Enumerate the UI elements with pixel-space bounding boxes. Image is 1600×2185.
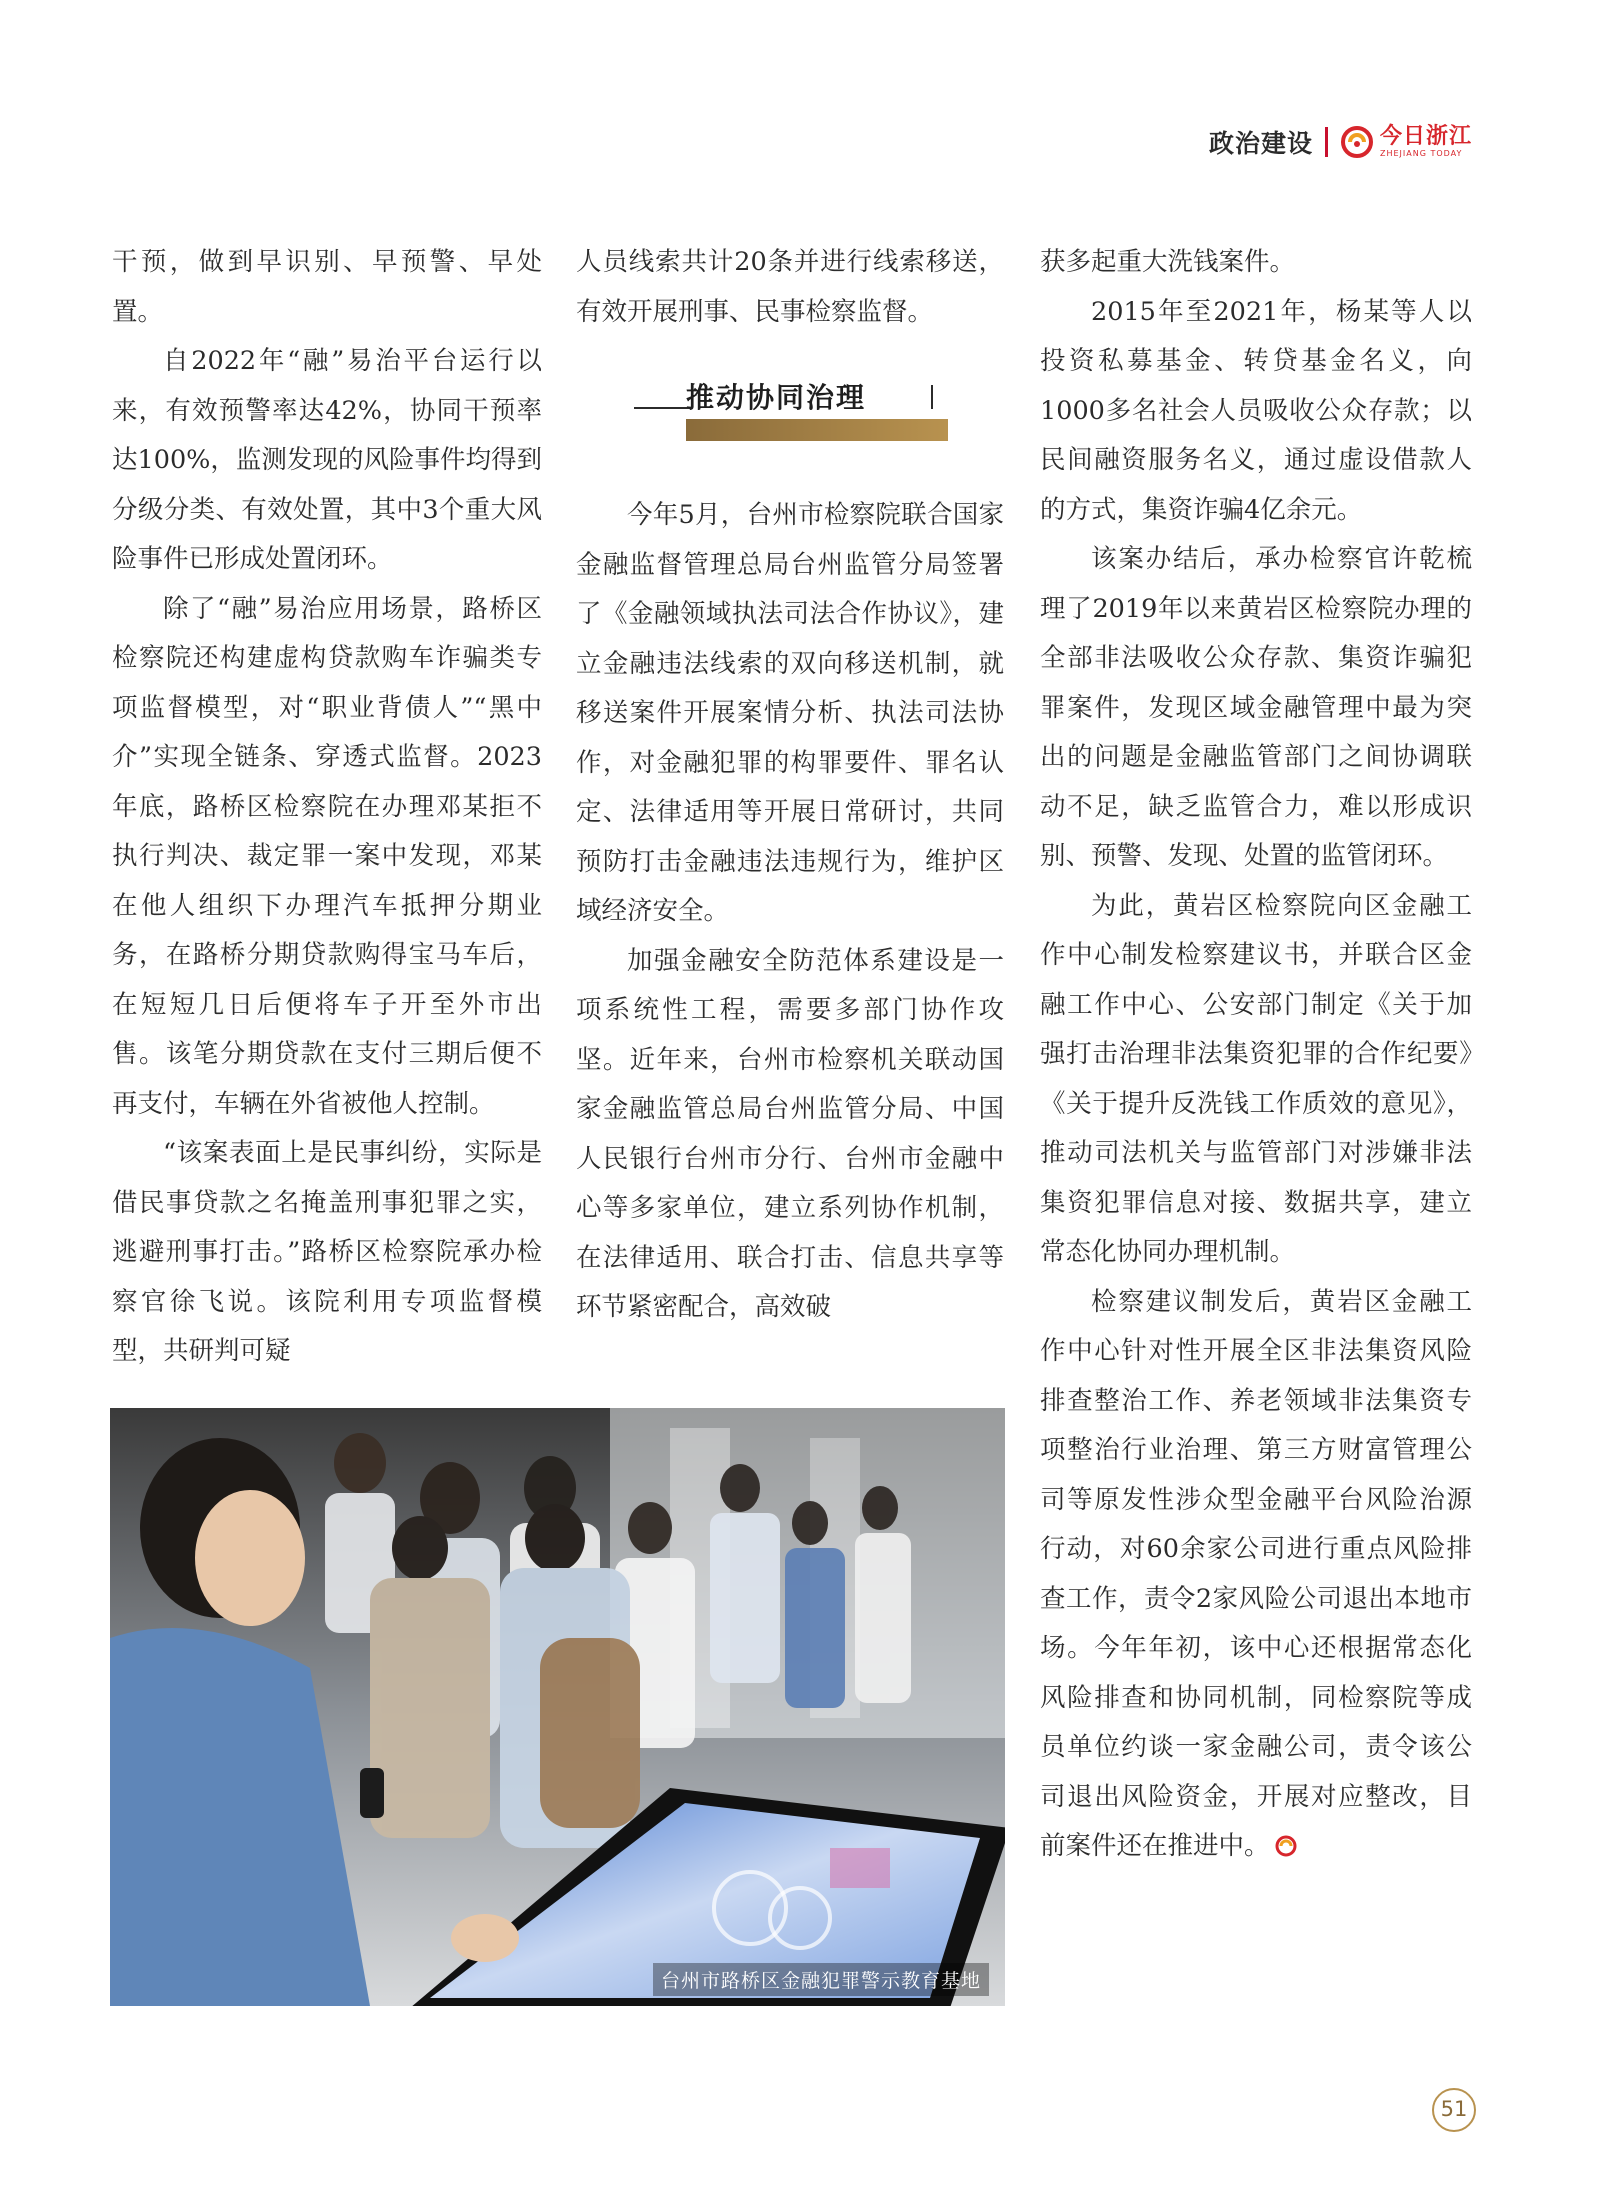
photo-caption: 台州市路桥区金融犯罪警示教育基地 <box>653 1963 989 1996</box>
paragraph: 自2022年“融”易治平台运行以来，有效预警率达42%，协同干预率达100%，监测发现的风险事件均得到分级分类、有效处置，其中3个重大风险事件已形成处置闭环。 <box>112 346 542 574</box>
text-column-3 <box>1040 238 1472 1872</box>
paragraph-final-text: 检察建议制发后，黄岩区金融工作中心针对性开展全区非法集资风险排查整治工作、养老领域非法集资专项整治行业治理、第三方财富管理公司等原发性涉众型金融平台风险治源行动，对60余家公司进行重点风险排查工作，责令2家风险公司退出本地市场。今年年初，该中心还根据常态化风险排查和协同机制，同检察院等成员单位约谈一家金融公司，责令该公司退出风险资金，开展对应整改，目前案件还在推进中。 <box>1040 1286 1472 1861</box>
paragraph-final <box>1040 1278 1472 1872</box>
subhead-rule <box>634 407 692 409</box>
magazine-logo <box>1340 125 1472 159</box>
header-divider <box>1325 127 1328 157</box>
text-column-2 <box>576 238 1004 1333</box>
logo-subtext: ZHEJIANG TODAY <box>1379 149 1463 158</box>
article-end-icon <box>1274 1834 1298 1858</box>
paragraph: 今年5月，台州市检察院联合国家金融监督管理总局台州监管分局签署了《金融领域执法司法合作协议》，建立金融违法线索的双向移送机制，就移送案件开展案情分析、执法司法协作，对金融犯罪的构罪要件、罪名认定、法律适用等开展日常研讨，共同预防打击金融违法违规行为，维护区域经济安全。 <box>576 500 1004 926</box>
subhead-rule <box>931 385 933 409</box>
photo-illustration <box>110 1408 1005 2006</box>
page-header <box>1209 122 1472 162</box>
paragraph: “该案表面上是民事纠纷，实际是借民事贷款之名掩盖刑事犯罪之实，逃避刑事打击。”路桥区检察院承办检察官徐飞说。该院利用专项监督模型，共研判可疑 <box>112 1138 542 1366</box>
section-name: 政治建设 <box>1208 129 1313 158</box>
paragraph: 为此，黄岩区检察院向区金融工作中心制发检察建议书，并联合区金融工作中心、公安部门制定《关于加强打击治理非法集资犯罪的合作纪要》《关于提升反洗钱工作质效的意见》，推动司法机关与监管部门对涉嫌非法集资犯罪信息对接、数据共享，建立常态化协同办理机制。 <box>1040 890 1472 1267</box>
paragraph: 2015年至2021年，杨某等人以投资私募基金、转贷基金名义，向1000多名社会人员吸收公众存款；以民间融资服务名义，通过虚设借款人的方式，集资诈骗4亿余元。 <box>1040 296 1472 525</box>
paragraph: 干预，做到早识别、早预警、早处置。 <box>112 247 542 327</box>
paragraph: 该案办结后，承办检察官许乾梳理了2019年以来黄岩区检察院办理的全部非法吸收公众存款、集资诈骗犯罪案件，发现区域金融管理中最为突出的问题是金融监管部门之间协调联动不足，缺乏监管合力，难以形成识别、预警、发现、处置的监管闭环。 <box>1040 544 1472 871</box>
section-subheading <box>576 361 1004 471</box>
paragraph: 人员线索共计20条并进行线索移送，有效开展刑事、民事检察监督。 <box>576 247 1004 327</box>
logo-text: 今日浙江 <box>1379 124 1472 149</box>
paragraph: 加强金融安全防范体系建设是一项系统性工程，需要多部门协作攻坚。近年来，台州市检察机关联动国家金融监管总局台州监管分局、中国人民银行台州市分行、台州市金融中心等多家单位，建立系列协作机制，在法律适用、联合打击、信息共享等环节紧密配合，高效破 <box>576 945 1004 1322</box>
paragraph: 除了“融”易治应用场景，路桥区检察院还构建虚构贷款购车诈骗类专项监督模型，对“职业背债人”“黑中介”实现全链条、穿透式监督。2023年底，路桥区检察院在办理邓某拒不执行判决、裁定罪一案中发现，邓某在他人组织下办理汽车抵押分期业务，在路桥分期贷款购得宝马车后，在短短几日后便将车子开至外市出售。该笔分期贷款在支付三期后便不再支付，车辆在外省被他人控制。 <box>112 593 542 1119</box>
paragraph: 获多起重大洗钱案件。 <box>1040 247 1296 277</box>
text-column-1 <box>112 238 542 1377</box>
subhead-title: 推动协同治理 <box>686 381 867 414</box>
logo-swirl-icon <box>1340 125 1374 159</box>
article-photo <box>110 1408 1005 2006</box>
page-number: 51 <box>1432 2088 1476 2132</box>
